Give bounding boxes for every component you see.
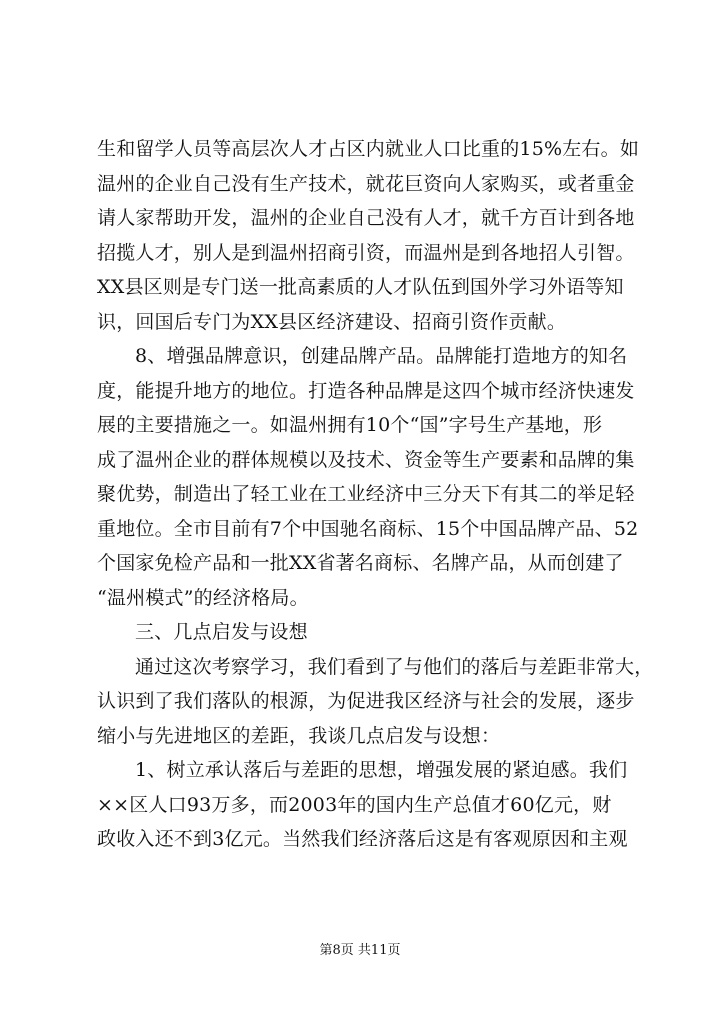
text-line: 请人家帮助开发，温州的企业自己没有人才，就千方百计到各地 xyxy=(97,207,635,229)
page-number-footer: 第8页 共11页 xyxy=(319,943,401,958)
paragraph-start-line: 8、增强品牌意识，创建品牌产品。品牌能打造地方的知名 xyxy=(135,345,628,367)
text-line: 识，回国后专门为XX县区经济建设、招商引资作贡献。 xyxy=(97,310,567,333)
text-line: 认识到了我们落队的根源，为促进我区经济与社会的发展，逐步 xyxy=(97,690,635,712)
paragraph-start-line: 通过这次考察学习，我们看到了与他们的落后与差距非常大， xyxy=(135,655,654,678)
text-line: 政收入还不到3亿元。当然我们经济落后这是有客观原因和主观 xyxy=(97,828,628,850)
text-line: ××区人口93万多，而2003年的国内生产总值才60亿元，财 xyxy=(97,793,612,816)
text-line: 个国家免检产品和一批XX省著名商标、名牌产品，从而创建了 xyxy=(97,552,624,574)
section-heading: 三、几点启发与设想 xyxy=(135,621,308,643)
text-line: 聚优势，制造出了轻工业在工业经济中三分天下有其二的举足轻 xyxy=(97,483,635,505)
text-line: 缩小与先进地区的差距，我谈几点启发与设想： xyxy=(97,724,501,747)
text-line: 重地位。全市目前有7个中国驰名商标、15个中国品牌产品、52 xyxy=(97,517,639,540)
text-line: XX县区则是专门送一批高素质的人才队伍到国外学习外语等知 xyxy=(97,276,624,298)
text-line: 成了温州企业的群体规模以及技术、资金等生产要素和品牌的集 xyxy=(97,448,635,471)
text-line: “温州模式”的经济格局。 xyxy=(97,586,309,609)
paragraph-start-line: 1、树立承认落后与差距的思想，增强发展的紧迫感。我们 xyxy=(135,759,628,781)
text-line: 招揽人才，别人是到温州招商引资，而温州是到各地招人引智。 xyxy=(97,241,635,264)
text-line: 温州的企业自己没有生产技术，就花巨资向人家购买，或者重金 xyxy=(97,172,635,195)
text-line: 展的主要措施之一。如温州拥有10个“国”字号生产基地，形 xyxy=(97,414,603,436)
text-line: 生和留学人员等高层次人才占区内就业人口比重的15%左右。如 xyxy=(97,138,640,160)
document-body xyxy=(97,132,657,857)
text-line: 度，能提升地方的地位。打造各种品牌是这四个城市经济快速发 xyxy=(97,379,635,402)
